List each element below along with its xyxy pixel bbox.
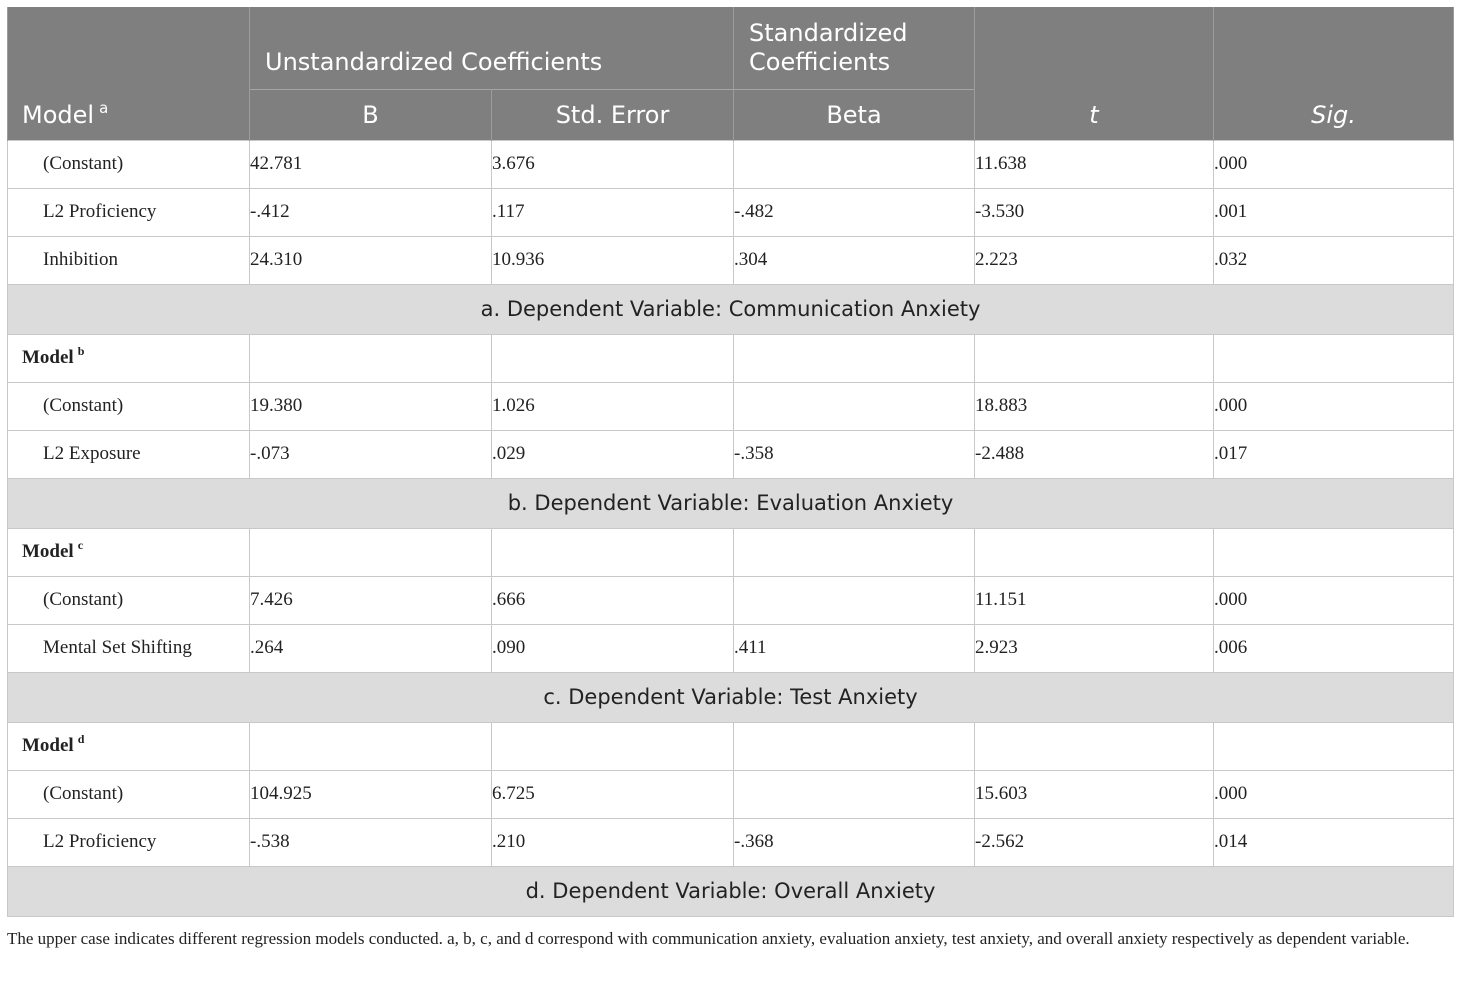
dependent-variable-row <box>8 478 1454 528</box>
t-value: 11.638 <box>975 140 1214 188</box>
std-error-value: .029 <box>492 430 734 478</box>
beta-value <box>734 770 975 818</box>
table-row <box>8 236 1454 284</box>
header-std-error: Std. Error <box>492 89 734 140</box>
model-label-sup: c <box>77 538 84 552</box>
table-row <box>8 770 1454 818</box>
b-value: -.538 <box>250 818 492 866</box>
t-value: -3.530 <box>975 188 1214 236</box>
empty-cell <box>250 528 492 576</box>
beta-value: -.482 <box>734 188 975 236</box>
model-row <box>8 722 1454 770</box>
t-value: 2.923 <box>975 624 1214 672</box>
model-row <box>8 334 1454 382</box>
table-row <box>8 430 1454 478</box>
sig-value: .032 <box>1214 236 1454 284</box>
t-value: -2.562 <box>975 818 1214 866</box>
sig-value: .006 <box>1214 624 1454 672</box>
sig-value: .000 <box>1214 576 1454 624</box>
sig-value: .000 <box>1214 140 1454 188</box>
t-value: 15.603 <box>975 770 1214 818</box>
dependent-variable-note: b. Dependent Variable: Evaluation Anxiety <box>8 478 1454 528</box>
t-value: -2.488 <box>975 430 1214 478</box>
empty-cell <box>492 528 734 576</box>
dependent-variable-row <box>8 866 1454 916</box>
sig-value: .014 <box>1214 818 1454 866</box>
model-label-text: Model <box>22 347 74 368</box>
row-label: (Constant) <box>8 382 250 430</box>
std-error-value: .090 <box>492 624 734 672</box>
empty-cell <box>250 722 492 770</box>
table-footnote: The upper case indicates different regression models conducted. a, b, c, and d correspond with communication anxiety, evaluation anxiety, test anxiety, and overall anxiety respectively as dependent variable. <box>7 929 1410 948</box>
row-label: L2 Proficiency <box>8 188 250 236</box>
row-label: (Constant) <box>8 140 250 188</box>
header-b: B <box>250 89 492 140</box>
header-model: Model $^a$ <box>8 7 250 140</box>
empty-cell <box>1214 722 1454 770</box>
dependent-variable-note: a. Dependent Variable: Communication Anxiety <box>8 284 1454 334</box>
sig-value: .000 <box>1214 770 1454 818</box>
std-error-value: .666 <box>492 576 734 624</box>
table-row <box>8 576 1454 624</box>
b-value: 42.781 <box>250 140 492 188</box>
model-row <box>8 528 1454 576</box>
empty-cell <box>734 722 975 770</box>
row-label: Mental Set Shifting <box>8 624 250 672</box>
dependent-variable-note: c. Dependent Variable: Test Anxiety <box>8 672 1454 722</box>
b-value: -.073 <box>250 430 492 478</box>
dependent-variable-row <box>8 284 1454 334</box>
b-value: .264 <box>250 624 492 672</box>
empty-cell <box>975 528 1214 576</box>
sig-value: .017 <box>1214 430 1454 478</box>
table-row <box>8 382 1454 430</box>
row-label: L2 Exposure <box>8 430 250 478</box>
empty-cell <box>1214 528 1454 576</box>
model-label-sup: b <box>77 344 85 358</box>
std-error-value: 6.725 <box>492 770 734 818</box>
b-value: 19.380 <box>250 382 492 430</box>
t-value: 11.151 <box>975 576 1214 624</box>
b-value: 104.925 <box>250 770 492 818</box>
empty-cell <box>492 722 734 770</box>
regression-table <box>7 7 1454 917</box>
dependent-variable-note: d. Dependent Variable: Overall Anxiety <box>8 866 1454 916</box>
model-label-text: Model <box>22 541 74 562</box>
header-model-sup: a <box>99 98 109 117</box>
b-value: -.412 <box>250 188 492 236</box>
std-error-value: .210 <box>492 818 734 866</box>
dependent-variable-row <box>8 672 1454 722</box>
beta-value <box>734 140 975 188</box>
beta-value <box>734 576 975 624</box>
model-label <box>8 528 250 576</box>
row-label: L2 Proficiency <box>8 818 250 866</box>
sig-value: .001 <box>1214 188 1454 236</box>
table-body <box>8 140 1454 916</box>
header-t: t <box>975 7 1214 140</box>
model-label-sup: d <box>77 732 85 746</box>
beta-value: -.368 <box>734 818 975 866</box>
empty-cell <box>1214 334 1454 382</box>
model-label-text: Model <box>22 735 74 756</box>
header-sig: Sig. <box>1214 7 1454 140</box>
header-unstandardized: Unstandardized Coefficients <box>250 7 734 89</box>
table-row <box>8 188 1454 236</box>
empty-cell <box>975 722 1214 770</box>
t-value: 18.883 <box>975 382 1214 430</box>
model-label <box>8 334 250 382</box>
std-error-value: 10.936 <box>492 236 734 284</box>
row-label: (Constant) <box>8 770 250 818</box>
beta-value: -.358 <box>734 430 975 478</box>
row-label: (Constant) <box>8 576 250 624</box>
std-error-value: .117 <box>492 188 734 236</box>
model-label <box>8 722 250 770</box>
b-value: 24.310 <box>250 236 492 284</box>
std-error-value: 3.676 <box>492 140 734 188</box>
table-row <box>8 140 1454 188</box>
empty-cell <box>734 528 975 576</box>
table-header <box>8 7 1454 140</box>
empty-cell <box>975 334 1214 382</box>
table-row <box>8 624 1454 672</box>
header-standardized: Standardized Coefficients <box>734 7 975 89</box>
empty-cell <box>492 334 734 382</box>
t-value: 2.223 <box>975 236 1214 284</box>
table-row <box>8 818 1454 866</box>
beta-value <box>734 382 975 430</box>
empty-cell <box>250 334 492 382</box>
empty-cell <box>734 334 975 382</box>
beta-value: .304 <box>734 236 975 284</box>
std-error-value: 1.026 <box>492 382 734 430</box>
b-value: 7.426 <box>250 576 492 624</box>
beta-value: .411 <box>734 624 975 672</box>
header-beta: Beta <box>734 89 975 140</box>
sig-value: .000 <box>1214 382 1454 430</box>
row-label: Inhibition <box>8 236 250 284</box>
